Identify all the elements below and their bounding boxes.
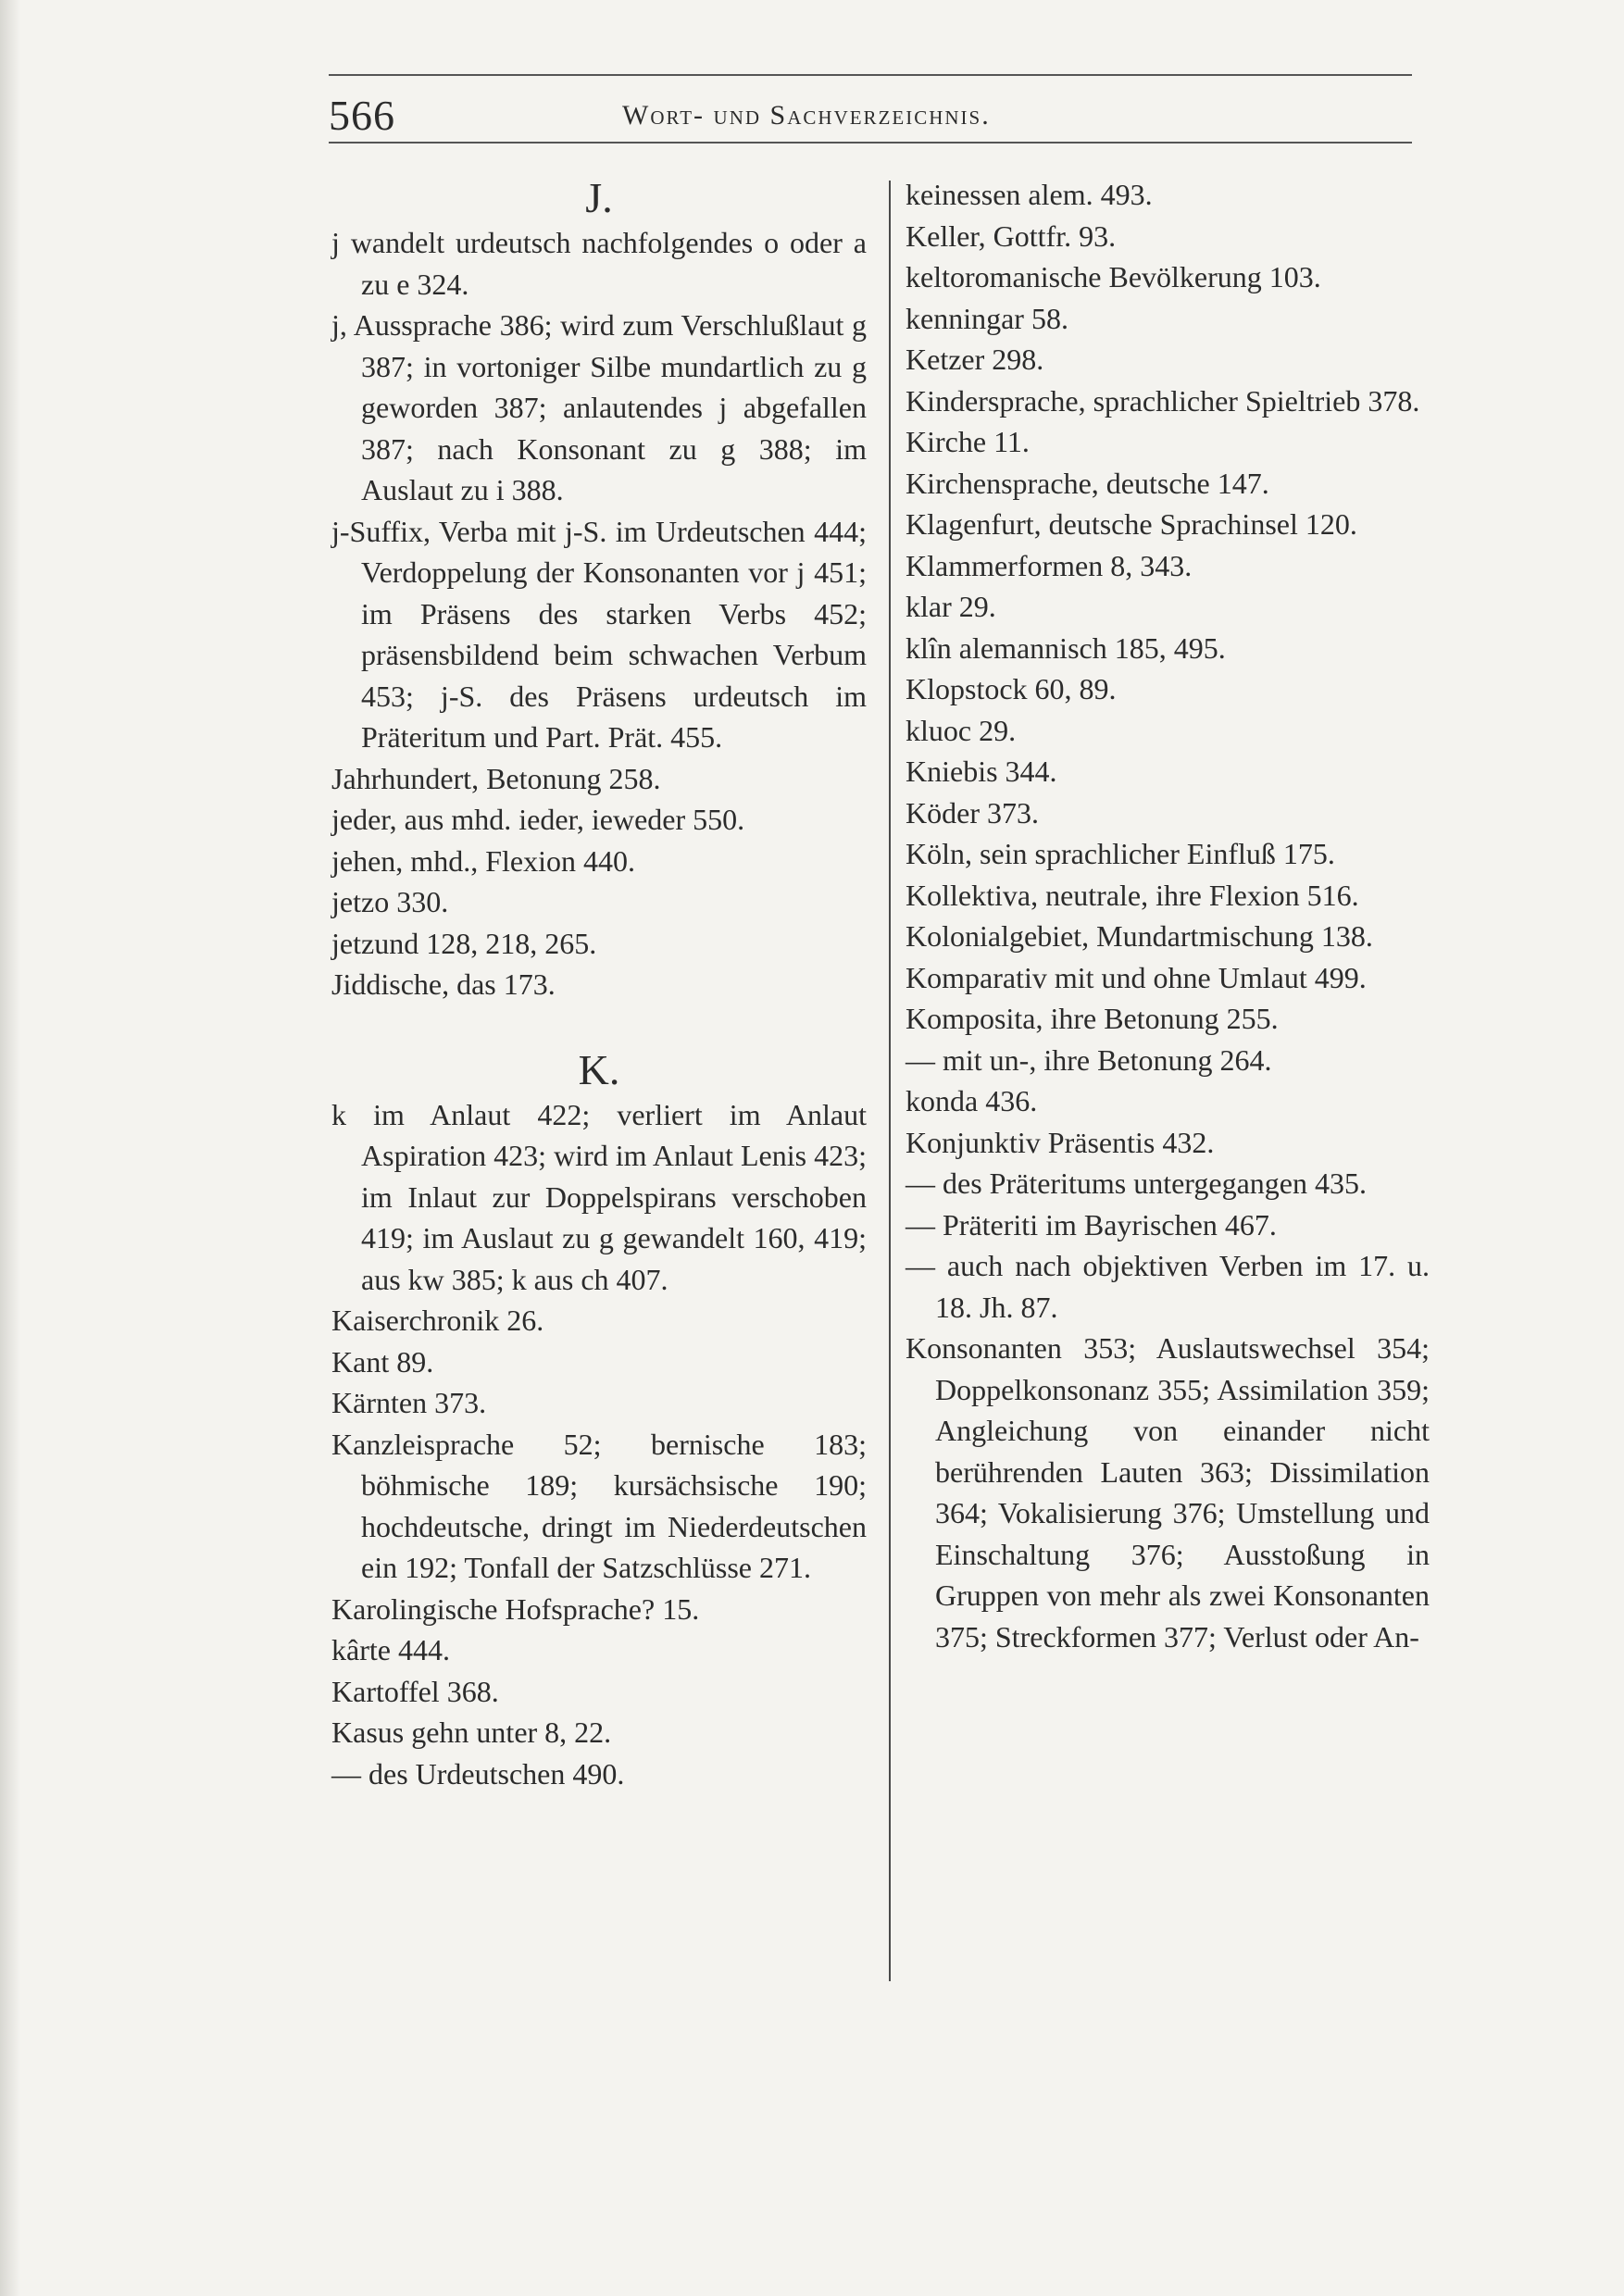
- index-entry: Kirchensprache, deutsche 147.: [906, 466, 1269, 500]
- index-entry: Kant 89.: [331, 1344, 434, 1379]
- index-entry: kluoc 29.: [906, 713, 1017, 747]
- index-entry: k im Anlaut 422; verliert im Anlaut Aspiration 423; wird im Anlaut Lenis 423; im Inlaut zur Doppelspirans verschoben 419; im Auslaut zu g gewandelt 160, 419; aus kw 385; k aus ch 407.: [331, 1097, 867, 1296]
- index-entry: keinessen alem. 493.: [906, 178, 1153, 211]
- entries-j: [331, 222, 867, 1005]
- index-entry: Kaiserchronik 26.: [331, 1304, 544, 1337]
- index-entry: Karolingische Hofsprache? 15.: [331, 1591, 700, 1626]
- index-entry: Kärnten 373.: [331, 1386, 487, 1419]
- left-column: [331, 174, 867, 1794]
- index-entry: kenningar 58.: [906, 301, 1068, 335]
- header-rule: [329, 142, 1412, 144]
- index-entry: Kindersprache, sprachlicher Spieltrieb 378.: [906, 383, 1420, 418]
- index-entry: Jahrhundert, Betonung 258.: [331, 761, 661, 795]
- top-rule: [329, 74, 1412, 76]
- index-entry: — des Präteritums untergegangen 435.: [906, 1167, 1367, 1200]
- index-entry: — Präteriti im Bayrischen 467.: [906, 1207, 1277, 1242]
- index-entry: jetzund 128, 218, 265.: [331, 926, 597, 960]
- right-column: [906, 174, 1430, 1657]
- letter-heading-j: J.: [585, 174, 613, 221]
- entries-k: [331, 1094, 867, 1795]
- index-entry: j, Aussprache 386; wird zum Verschlußlaut g 387; in vortoniger Silbe mundartlich zu g geworden 387; anlautendes j abgefallen 387; nach Konsonant zu g 388; im Auslaut zu i 388.: [331, 308, 867, 506]
- index-entry: klar 29.: [906, 590, 996, 623]
- index-entry: Komparativ mit und ohne Umlaut 499.: [906, 960, 1367, 994]
- index-entry: keltoromanische Bevölkerung 103.: [906, 260, 1321, 293]
- index-entry: — mit un-, ihre Betonung 264.: [906, 1042, 1272, 1077]
- running-head: Wort- und Sachverzeichnis.: [622, 100, 991, 131]
- index-entry: Ketzer 298.: [906, 343, 1044, 376]
- index-entry: Konsonanten 353; Auslautswechsel 354; Doppelkonsonanz 355; Assimilation 359; Angleichung von einander nicht berührenden Lauten 363; Dissimilation 364; Vokalisierung 376; Umstellung und Einschaltung 376; Ausstoßung in Gruppen von mehr als zwei Konsonanten 375; Streckformen 377; Verlust oder An-: [906, 1331, 1430, 1653]
- index-entry: Kolonialgebiet, Mundartmischung 138.: [906, 919, 1373, 953]
- index-entry: jetzo 330.: [331, 885, 449, 918]
- index-entry: Kirche 11.: [906, 425, 1030, 458]
- page-edge-shadow: [0, 0, 20, 2296]
- index-entry: kârte 444.: [331, 1633, 450, 1666]
- index-entry: Komposita, ihre Betonung 255.: [906, 1002, 1279, 1035]
- index-entry: Kniebis 344.: [906, 755, 1057, 788]
- index-entry: j-Suffix, Verba mit j-S. im Urdeutschen 444; Verdoppelung der Konsonanten vor j 451; im Präsens des starken Verbs 452; präsensbildend beim schwachen Verbum 453; j-S. des Präsens urdeutsch im Präteritum und Part. Prät. 455.: [331, 514, 867, 754]
- index-entry: Köln, sein sprachlicher Einfluß 175.: [906, 837, 1335, 870]
- index-entry: klîn alemannisch 185, 495.: [906, 630, 1226, 665]
- index-entry: Klopstock 60, 89.: [906, 672, 1117, 705]
- index-entry: j wandelt urdeutsch nachfolgendes o oder a zu e 324.: [331, 226, 867, 301]
- index-entry: Klammerformen 8, 343.: [906, 548, 1193, 582]
- index-entry: Konjunktiv Präsentis 432.: [906, 1125, 1215, 1159]
- index-entry: jeder, aus mhd. ieder, ieweder 550.: [331, 803, 745, 836]
- letter-heading-k: K.: [578, 1045, 620, 1093]
- index-entry: Keller, Gottfr. 93.: [906, 218, 1117, 253]
- index-entry: konda 436.: [906, 1084, 1038, 1117]
- index-entry: — des Urdeutschen 490.: [331, 1756, 625, 1791]
- index-entry: Kasus gehn unter 8, 22.: [331, 1716, 612, 1749]
- index-entry: Kanzleisprache 52; bernische 183; böhmische 189; kursächsische 190; hochdeutsche, dringt im Niederdeutschen ein 192; Tonfall der Satzschlüsse 271.: [331, 1427, 867, 1584]
- index-entry: Jiddische, das 173.: [331, 967, 556, 1001]
- index-entry: Kollektiva, neutrale, ihre Flexion 516.: [906, 878, 1359, 912]
- column-divider: [889, 181, 891, 1981]
- index-entry: Köder 373.: [906, 795, 1039, 830]
- index-entry: Klagenfurt, deutsche Sprachinsel 120.: [906, 507, 1357, 541]
- index-entry: jehen, mhd., Flexion 440.: [331, 843, 635, 878]
- index-entry: — auch nach objektiven Verben im 17. u. 18. Jh. 87.: [906, 1249, 1430, 1324]
- page-number: 566: [329, 92, 395, 139]
- index-entry: Kartoffel 368.: [331, 1674, 499, 1708]
